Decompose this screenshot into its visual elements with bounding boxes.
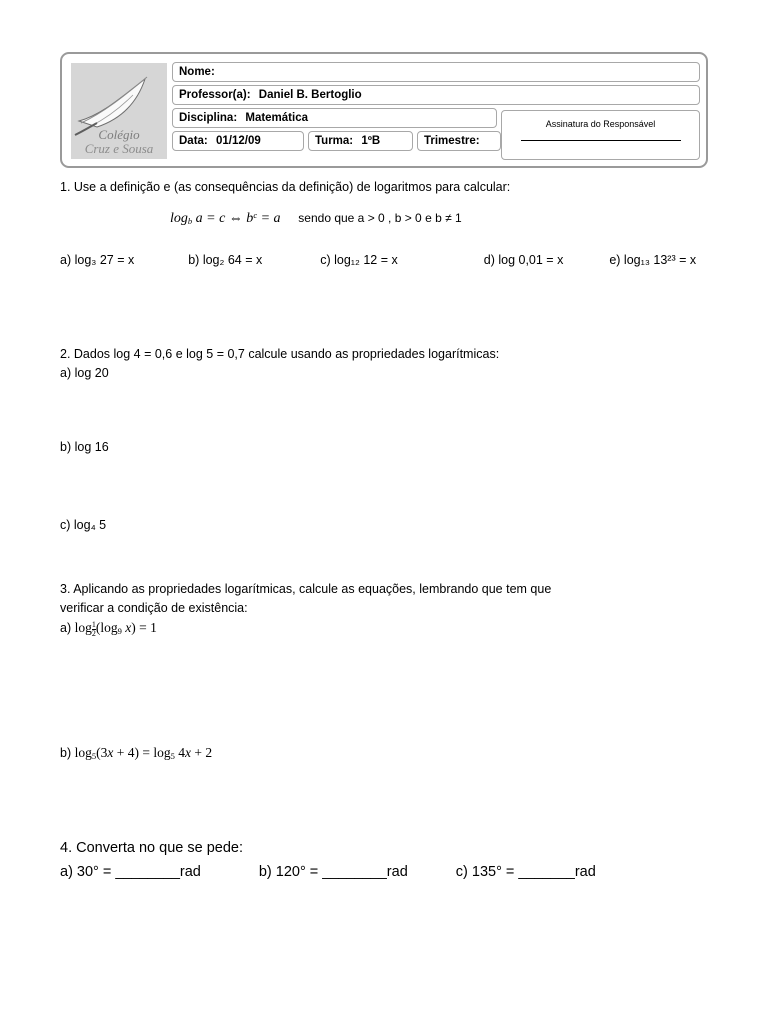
question-3-item-b-label: b) — [60, 745, 72, 760]
log-definition-formula: $\log_b a = c$ ⇔ $b^c = a$ — [170, 209, 281, 226]
svg-text:Cruz e Sousa: Cruz e Sousa — [84, 141, 154, 156]
question-1-item-c: c) log₁₂ 12 = x — [320, 253, 398, 268]
question-1-statement: 1. Use a definição e (as consequências da definição) de logaritmos para calcular: — [60, 180, 511, 194]
question-4-item-a: a) 30° = ________rad — [60, 863, 201, 880]
question-4-items — [60, 862, 710, 884]
feather-quill-icon — [71, 63, 167, 159]
question-1-items — [60, 251, 710, 270]
question-1-item-b: b) log₂ 64 = x — [188, 253, 263, 268]
professor-label: Professor(a): — [179, 89, 251, 101]
question-2-item-c: c) log₄ 5 — [60, 518, 107, 533]
data-value: 01/12/09 — [215, 135, 261, 147]
question-2-statement: 2. Dados log 4 = 0,6 e log 5 = 0,7 calcule usando as propriedades logarítmicas: — [60, 347, 500, 361]
data-label: Data: — [179, 135, 208, 147]
question-2-item-a: a) log 20 — [60, 365, 109, 380]
professor-row — [172, 85, 700, 105]
signature-label: Assinatura do Responsável — [545, 119, 656, 129]
question-1-item-a: a) log₃ 27 = x — [60, 253, 135, 268]
question-1-condition: sendo que a > 0 , b > 0 e b ≠ 1 — [298, 210, 462, 225]
question-2-item-b: b) log 16 — [60, 439, 109, 454]
question-4-item-b: b) 120° = ________rad — [258, 863, 408, 880]
question-3-statement-line2: verificar a condição de existência: — [60, 600, 248, 615]
turma-value: 1ºB — [361, 135, 381, 147]
trimestre-field[interactable] — [417, 131, 501, 151]
svg-text:Colégio: Colégio — [98, 127, 140, 142]
disciplina-label: Disciplina: — [179, 112, 238, 124]
question-3-item-b — [60, 743, 710, 763]
question-3-item-b-equation: $\log_5(3x + 4) = \log_5 4x + 2$ — [74, 744, 213, 761]
nome-field[interactable] — [172, 62, 700, 82]
disciplina-value: Matemática — [245, 112, 308, 124]
document-header — [60, 52, 708, 168]
professor-value: Daniel B. Bertoglio — [258, 89, 362, 101]
professor-field[interactable] — [172, 85, 700, 105]
nome-label: Nome: — [179, 66, 215, 78]
question-3-item-a — [60, 618, 710, 638]
worksheet-body — [60, 178, 710, 884]
nome-row — [172, 62, 700, 82]
question-1-formula — [170, 207, 710, 230]
turma-label: Turma: — [315, 135, 354, 147]
turma-field[interactable] — [308, 131, 413, 151]
question-3-item-a-equation: log $\frac{1}{2}$ ($\log_9$ x) = 1 — [74, 619, 157, 638]
trimestre-label: Trimestre: — [424, 135, 480, 147]
school-logo — [71, 63, 167, 159]
question-1-item-d: d) log 0,01 = x — [483, 253, 564, 268]
question-4-title: 4. Converta no que se pede: — [60, 840, 243, 857]
disciplina-field[interactable] — [172, 108, 497, 128]
signature-box[interactable] — [501, 110, 700, 160]
question-3-item-a-label: a) — [60, 620, 72, 635]
question-4-item-c: c) 135° = _______rad — [455, 863, 596, 880]
signature-line — [521, 139, 681, 141]
question-1-item-e: e) log₁₃ 13²³ = x — [609, 253, 697, 268]
data-field[interactable] — [172, 131, 304, 151]
question-3-statement-line1: 3. Aplicando as propriedades logarítmicas, calcule as equações, lembrando que tem que — [60, 582, 552, 596]
